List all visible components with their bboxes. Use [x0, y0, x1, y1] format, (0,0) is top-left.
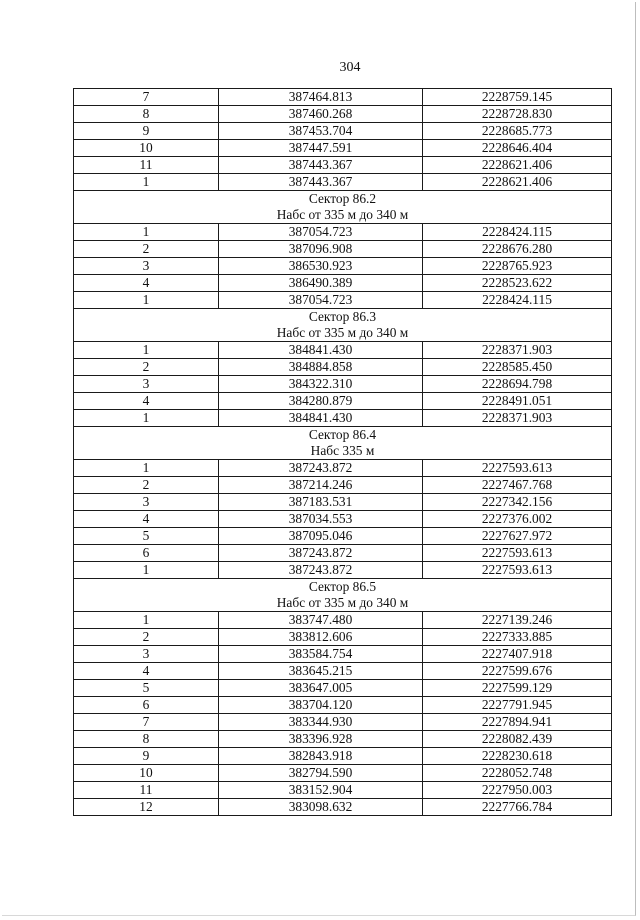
- table-row: [74, 477, 612, 494]
- table-row: [74, 697, 612, 714]
- y-coordinate-cell: 2228491.051: [423, 393, 612, 410]
- table-row: [74, 765, 612, 782]
- x-coordinate-cell: 387096.908: [219, 241, 423, 258]
- table-row: [74, 460, 612, 477]
- y-coordinate-cell: 2227467.768: [423, 477, 612, 494]
- sector-header-cell: [74, 427, 612, 460]
- x-coordinate-cell: 383647.005: [219, 680, 423, 697]
- point-number-cell: 11: [74, 157, 219, 174]
- table-row: [74, 494, 612, 511]
- table-row: [74, 106, 612, 123]
- y-coordinate-cell: 2228728.830: [423, 106, 612, 123]
- table-row: [74, 799, 612, 816]
- sector-header-cell: [74, 309, 612, 342]
- point-number-cell: 9: [74, 748, 219, 765]
- x-coordinate-cell: 383098.632: [219, 799, 423, 816]
- point-number-cell: 10: [74, 140, 219, 157]
- point-number-cell: 4: [74, 275, 219, 292]
- y-coordinate-cell: 2228621.406: [423, 157, 612, 174]
- point-number-cell: 8: [74, 731, 219, 748]
- x-coordinate-cell: 382843.918: [219, 748, 423, 765]
- table-row: [74, 748, 612, 765]
- y-coordinate-cell: 2227791.945: [423, 697, 612, 714]
- x-coordinate-cell: 387443.367: [219, 157, 423, 174]
- x-coordinate-cell: 386490.389: [219, 275, 423, 292]
- point-number-cell: 2: [74, 629, 219, 646]
- table-row: [74, 89, 612, 106]
- sector-altitude: Набс от 335 м до 340 м: [276, 595, 409, 610]
- point-number-cell: 3: [74, 376, 219, 393]
- point-number-cell: 3: [74, 258, 219, 275]
- y-coordinate-cell: 2228646.404: [423, 140, 612, 157]
- table-row: [74, 731, 612, 748]
- sector-title: Сектор 86.4: [308, 427, 377, 442]
- point-number-cell: 2: [74, 241, 219, 258]
- sector-title: Сектор 86.3: [308, 309, 377, 324]
- page-number: 304: [339, 60, 361, 75]
- y-coordinate-cell: 2227407.918: [423, 646, 612, 663]
- y-coordinate-cell: 2228694.798: [423, 376, 612, 393]
- y-coordinate-cell: 2227333.885: [423, 629, 612, 646]
- y-coordinate-cell: 2228424.115: [423, 292, 612, 309]
- point-number-cell: 1: [74, 292, 219, 309]
- y-coordinate-cell: 2227139.246: [423, 612, 612, 629]
- x-coordinate-cell: 387447.591: [219, 140, 423, 157]
- x-coordinate-cell: 387243.872: [219, 545, 423, 562]
- table-row: [74, 782, 612, 799]
- y-coordinate-cell: 2228621.406: [423, 174, 612, 191]
- table-row: [74, 612, 612, 629]
- table-row: [74, 292, 612, 309]
- y-coordinate-cell: 2228765.923: [423, 258, 612, 275]
- point-number-cell: 9: [74, 123, 219, 140]
- x-coordinate-cell: 387095.046: [219, 528, 423, 545]
- x-coordinate-cell: 383344.930: [219, 714, 423, 731]
- x-coordinate-cell: 384322.310: [219, 376, 423, 393]
- table-row: [74, 629, 612, 646]
- y-coordinate-cell: 2228676.280: [423, 241, 612, 258]
- sector-header-row: [74, 579, 612, 612]
- x-coordinate-cell: 382794.590: [219, 765, 423, 782]
- sector-title: Сектор 86.2: [308, 191, 377, 206]
- table-row: [74, 157, 612, 174]
- point-number-cell: 1: [74, 342, 219, 359]
- point-number-cell: 1: [74, 224, 219, 241]
- sector-header-row: [74, 309, 612, 342]
- x-coordinate-cell: 387183.531: [219, 494, 423, 511]
- y-coordinate-cell: 2227593.613: [423, 460, 612, 477]
- sector-title: Сектор 86.5: [308, 579, 377, 594]
- x-coordinate-cell: 383747.480: [219, 612, 423, 629]
- sector-header-row: [74, 191, 612, 224]
- sector-altitude: Набс от 335 м до 340 м: [276, 325, 409, 340]
- table-row: [74, 714, 612, 731]
- point-number-cell: 8: [74, 106, 219, 123]
- y-coordinate-cell: 2227593.613: [423, 545, 612, 562]
- table-row: [74, 528, 612, 545]
- y-coordinate-cell: 2228371.903: [423, 410, 612, 427]
- y-coordinate-cell: 2227627.972: [423, 528, 612, 545]
- table-row: [74, 646, 612, 663]
- table-row: [74, 123, 612, 140]
- y-coordinate-cell: 2228230.618: [423, 748, 612, 765]
- y-coordinate-cell: 2228685.773: [423, 123, 612, 140]
- x-coordinate-cell: 384841.430: [219, 342, 423, 359]
- x-coordinate-cell: 387214.246: [219, 477, 423, 494]
- x-coordinate-cell: 383812.606: [219, 629, 423, 646]
- x-coordinate-cell: 383645.215: [219, 663, 423, 680]
- y-coordinate-cell: 2227593.613: [423, 562, 612, 579]
- x-coordinate-cell: 387464.813: [219, 89, 423, 106]
- point-number-cell: 1: [74, 410, 219, 427]
- x-coordinate-cell: 387054.723: [219, 224, 423, 241]
- x-coordinate-cell: 383152.904: [219, 782, 423, 799]
- x-coordinate-cell: 387243.872: [219, 562, 423, 579]
- table-row: [74, 410, 612, 427]
- y-coordinate-cell: 2228585.450: [423, 359, 612, 376]
- table-row: [74, 393, 612, 410]
- point-number-cell: 5: [74, 680, 219, 697]
- point-number-cell: 10: [74, 765, 219, 782]
- point-number-cell: 4: [74, 663, 219, 680]
- table-row: [74, 663, 612, 680]
- table-row: [74, 224, 612, 241]
- point-number-cell: 1: [74, 460, 219, 477]
- coordinates-table: [73, 88, 612, 816]
- y-coordinate-cell: 2227342.156: [423, 494, 612, 511]
- point-number-cell: 6: [74, 545, 219, 562]
- table-row: [74, 241, 612, 258]
- table-row: [74, 359, 612, 376]
- y-coordinate-cell: 2227766.784: [423, 799, 612, 816]
- x-coordinate-cell: 387034.553: [219, 511, 423, 528]
- point-number-cell: 6: [74, 697, 219, 714]
- point-number-cell: 1: [74, 174, 219, 191]
- table-row: [74, 376, 612, 393]
- y-coordinate-cell: 2227599.129: [423, 680, 612, 697]
- x-coordinate-cell: 387443.367: [219, 174, 423, 191]
- table-row: [74, 680, 612, 697]
- sector-header-cell: [74, 579, 612, 612]
- x-coordinate-cell: 387243.872: [219, 460, 423, 477]
- point-number-cell: 7: [74, 714, 219, 731]
- x-coordinate-cell: 383396.928: [219, 731, 423, 748]
- y-coordinate-cell: 2227376.002: [423, 511, 612, 528]
- sector-header-row: [74, 427, 612, 460]
- table-row: [74, 258, 612, 275]
- x-coordinate-cell: 387453.704: [219, 123, 423, 140]
- x-coordinate-cell: 383704.120: [219, 697, 423, 714]
- sector-altitude: Набс 335 м: [310, 443, 375, 458]
- table-row: [74, 275, 612, 292]
- x-coordinate-cell: 384884.858: [219, 359, 423, 376]
- point-number-cell: 7: [74, 89, 219, 106]
- x-coordinate-cell: 384280.879: [219, 393, 423, 410]
- y-coordinate-cell: 2228082.439: [423, 731, 612, 748]
- y-coordinate-cell: 2227894.941: [423, 714, 612, 731]
- coordinates-table-body: [74, 89, 612, 816]
- x-coordinate-cell: 387460.268: [219, 106, 423, 123]
- point-number-cell: 4: [74, 393, 219, 410]
- point-number-cell: 1: [74, 612, 219, 629]
- y-coordinate-cell: 2228424.115: [423, 224, 612, 241]
- y-coordinate-cell: 2228759.145: [423, 89, 612, 106]
- point-number-cell: 1: [74, 562, 219, 579]
- sector-altitude: Набс от 335 м до 340 м: [276, 207, 409, 222]
- table-row: [74, 140, 612, 157]
- point-number-cell: 4: [74, 511, 219, 528]
- x-coordinate-cell: 384841.430: [219, 410, 423, 427]
- point-number-cell: 2: [74, 359, 219, 376]
- point-number-cell: 11: [74, 782, 219, 799]
- y-coordinate-cell: 2227599.676: [423, 663, 612, 680]
- point-number-cell: 3: [74, 494, 219, 511]
- x-coordinate-cell: 386530.923: [219, 258, 423, 275]
- table-row: [74, 545, 612, 562]
- sector-header-cell: [74, 191, 612, 224]
- table-row: [74, 174, 612, 191]
- point-number-cell: 5: [74, 528, 219, 545]
- point-number-cell: 3: [74, 646, 219, 663]
- point-number-cell: 2: [74, 477, 219, 494]
- point-number-cell: 12: [74, 799, 219, 816]
- y-coordinate-cell: 2228523.622: [423, 275, 612, 292]
- table-row: [74, 342, 612, 359]
- y-coordinate-cell: 2228052.748: [423, 765, 612, 782]
- x-coordinate-cell: 387054.723: [219, 292, 423, 309]
- y-coordinate-cell: 2228371.903: [423, 342, 612, 359]
- x-coordinate-cell: 383584.754: [219, 646, 423, 663]
- y-coordinate-cell: 2227950.003: [423, 782, 612, 799]
- table-row: [74, 511, 612, 528]
- table-row: [74, 562, 612, 579]
